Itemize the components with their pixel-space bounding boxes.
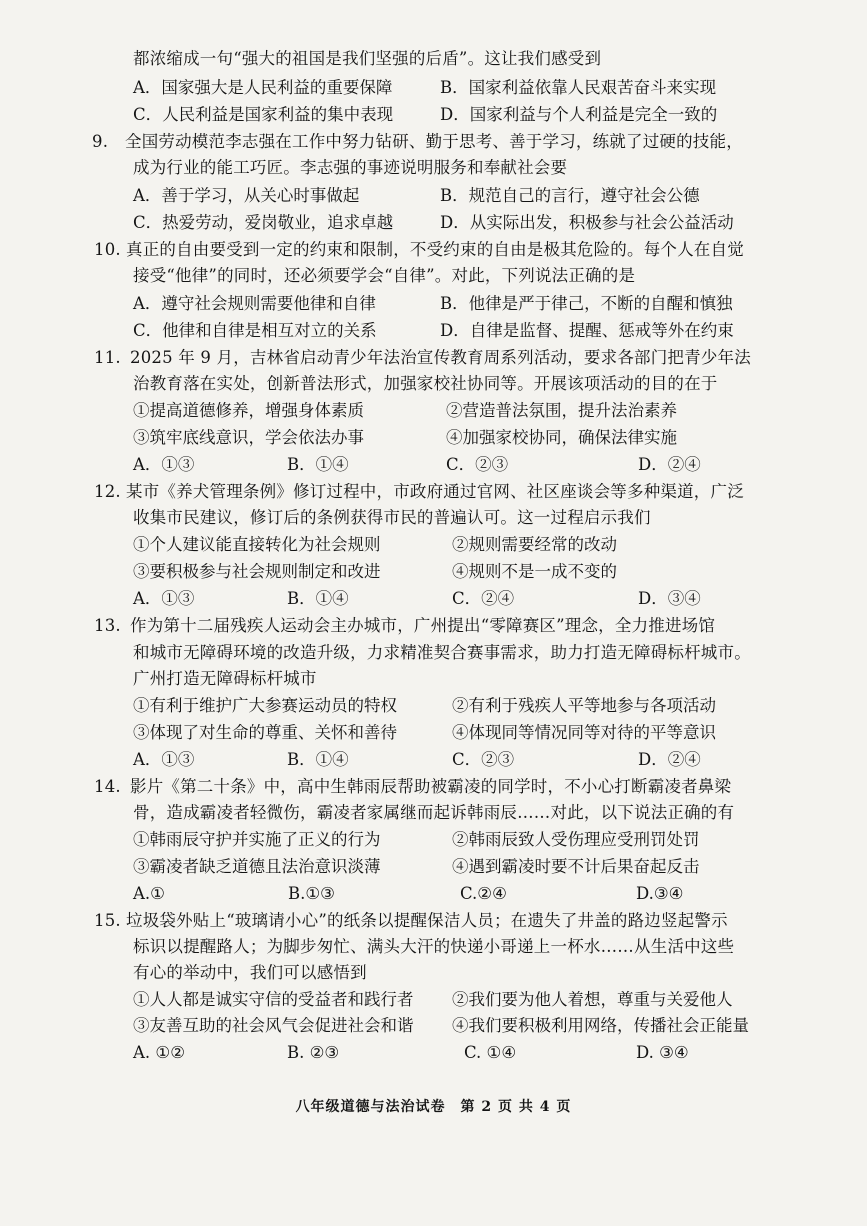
q12-option-a: A．①③ xyxy=(133,589,195,608)
q13-stem-line-2: 和城市无障碍环境的改造升级，力求精准契合赛事需求，助力打造无障碍标杆城市。 xyxy=(133,643,751,662)
q14-item-1: ①韩雨辰守护并实施了正义的行为 xyxy=(133,830,381,849)
q15-option-d: D. ③④ xyxy=(636,1043,689,1062)
q15-item-2: ②我们要为他人着想，尊重与关爱他人 xyxy=(452,990,733,1009)
q13-stem-line-1: 作为第十二届残疾人运动会主办城市，广州提出“零障赛区”理念，全力推进场馆 xyxy=(130,616,716,635)
q10-option-b: B．他律是严于律己，不断的自醒和慎独 xyxy=(440,294,733,313)
q14-item-2: ②韩雨辰致人受伤理应受刑罚处罚 xyxy=(452,830,700,849)
q15-option-b: B. ②③ xyxy=(287,1043,340,1062)
q13-number: 13. xyxy=(94,616,121,635)
q10-stem-line-2: 接受“他律”的同时，还必须要学会“自律”。对此，下列说法正确的是 xyxy=(133,266,636,285)
q8-option-a: A．国家强大是人民利益的重要保障 xyxy=(133,78,393,97)
q9-number: 9. xyxy=(92,132,109,151)
q12-option-b: B．①④ xyxy=(287,589,349,608)
q11-item-1: ①提高道德修养，增强身体素质 xyxy=(133,401,364,420)
q13-option-a: A．①③ xyxy=(133,750,195,769)
q13-stem-line-3: 广州打造无障碍标杆城市 xyxy=(133,669,317,688)
q13-item-1: ①有利于维护广大参赛运动员的特权 xyxy=(133,696,397,715)
q9-option-a: A．善于学习，从关心时事做起 xyxy=(133,186,360,205)
q12-option-c: C．②④ xyxy=(452,589,515,608)
q13-option-d: D．②④ xyxy=(638,750,701,769)
q9-option-b: B．规范自己的言行，遵守社会公德 xyxy=(440,186,700,205)
q8-option-b: B．国家利益依靠人民艰苦奋斗来实现 xyxy=(440,78,717,97)
q15-number: 15. xyxy=(94,911,121,930)
q9-option-c: C．热爱劳动，爱岗敬业，追求卓越 xyxy=(133,213,394,232)
q12-item-4: ④规则不是一成不变的 xyxy=(452,562,617,581)
q11-stem-line-1: 2025 年 9 月，吉林省启动青少年法治宣传教育周系列活动，要求各部门把青少年法 xyxy=(130,348,751,367)
q8-stem-tail: 都浓缩成一句“强大的祖国是我们坚强的后盾”。这让我们感受到 xyxy=(133,49,602,68)
q15-item-1: ①人人都是诚实守信的受益者和践行者 xyxy=(133,990,414,1009)
q10-number: 10. xyxy=(94,240,121,259)
q15-item-4: ④我们要积极利用网络，传播社会正能量 xyxy=(452,1016,749,1035)
q14-item-4: ④遇到霸凌时要不计后果奋起反击 xyxy=(452,857,700,876)
q12-option-d: D．③④ xyxy=(638,589,701,608)
q13-item-3: ③体现了对生命的尊重、关怀和善待 xyxy=(133,723,397,742)
q14-option-a: A.① xyxy=(133,884,165,903)
q12-stem-line-2: 收集市民建议，修订后的条例获得市民的普遍认可。这一过程启示我们 xyxy=(133,508,651,527)
q14-option-c: C.②④ xyxy=(460,884,507,903)
q14-option-b: B.①③ xyxy=(288,884,335,903)
q13-option-b: B．①④ xyxy=(287,750,349,769)
q13-item-2: ②有利于残疾人平等地参与各项活动 xyxy=(452,696,716,715)
q11-item-3: ③筑牢底线意识，学会依法办事 xyxy=(133,428,364,447)
q15-stem-line-2: 标识以提醒路人；为脚步匆忙、满头大汗的快递小哥递上一杯水……从生活中这些 xyxy=(133,937,735,956)
q9-option-d: D．从实际出发，积极参与社会公益活动 xyxy=(440,213,734,232)
q14-stem-line-2: 骨，造成霸凌者轻微伤，霸凌者家属继而起诉韩雨辰……对此，以下说法正确的有 xyxy=(133,803,735,822)
q11-option-c: C．②③ xyxy=(446,455,509,474)
q15-stem-line-3: 有心的举动中，我们可以感悟到 xyxy=(133,963,367,982)
q12-number: 12. xyxy=(94,482,121,501)
q13-option-c: C．②③ xyxy=(452,750,515,769)
page-footer: 八年级道德与法治试卷 第 2 页 共 4 页 xyxy=(295,1099,572,1115)
q11-option-d: D．②④ xyxy=(638,455,701,474)
q9-stem-line-2: 成为行业的能工巧匠。李志强的事迹说明服务和奉献社会要 xyxy=(133,158,568,177)
q12-stem-line-1: 某市《养犬管理条例》修订过程中，市政府通过官网、社区座谈会等多种渠道，广泛 xyxy=(126,482,744,501)
q15-stem-line-1: 垃圾袋外贴上“玻璃请小心”的纸条以提醒保洁人员；在遗失了井盖的路边竖起警示 xyxy=(126,911,728,930)
q8-option-d: D．国家利益与个人利益是完全一致的 xyxy=(440,105,718,124)
q11-option-a: A．①③ xyxy=(133,455,195,474)
q12-item-1: ①个人建议能直接转化为社会规则 xyxy=(133,535,381,554)
q8-option-c: C．人民利益是国家利益的集中表现 xyxy=(133,105,394,124)
q10-stem-line-1: 真正的自由要受到一定的约束和限制，不受约束的自由是极其危险的。每个人在自觉 xyxy=(126,240,744,259)
q14-item-3: ③霸凌者缺乏道德且法治意识淡薄 xyxy=(133,857,381,876)
q11-stem-line-2: 治教育落在实处，创新普法形式，加强家校社协同等。开展该项活动的目的在于 xyxy=(133,374,718,393)
q9-stem-line-1: 全国劳动模范李志强在工作中努力钻研、勤于思考、善于学习，练就了过硬的技能， xyxy=(125,132,743,151)
q14-stem-line-1: 影片《第二十条》中，高中生韩雨辰帮助被霸凌的同学时，不小心打断霸凌者鼻梁 xyxy=(130,777,732,796)
q11-number: 11. xyxy=(94,348,121,367)
q11-item-2: ②营造普法氛围，提升法治素养 xyxy=(446,401,677,420)
q15-item-3: ③友善互助的社会风气会促进社会和谐 xyxy=(133,1016,414,1035)
q14-option-d: D.③④ xyxy=(636,884,684,903)
q11-item-4: ④加强家校协同，确保法律实施 xyxy=(446,428,677,447)
q10-option-d: D．自律是监督、提醒、惩戒等外在约束 xyxy=(440,321,734,340)
q11-option-b: B．①④ xyxy=(287,455,349,474)
q12-item-2: ②规则需要经常的改动 xyxy=(452,535,617,554)
q10-option-c: C．他律和自律是相互对立的关系 xyxy=(133,321,377,340)
q15-option-a: A. ①② xyxy=(133,1043,185,1062)
q15-option-c: C. ①④ xyxy=(464,1043,517,1062)
q12-item-3: ③要积极参与社会规则制定和改进 xyxy=(133,562,381,581)
q13-item-4: ④体现同等情况同等对待的平等意识 xyxy=(452,723,716,742)
q10-option-a: A．遵守社会规则需要他律和自律 xyxy=(133,294,376,313)
q14-number: 14. xyxy=(94,777,121,796)
